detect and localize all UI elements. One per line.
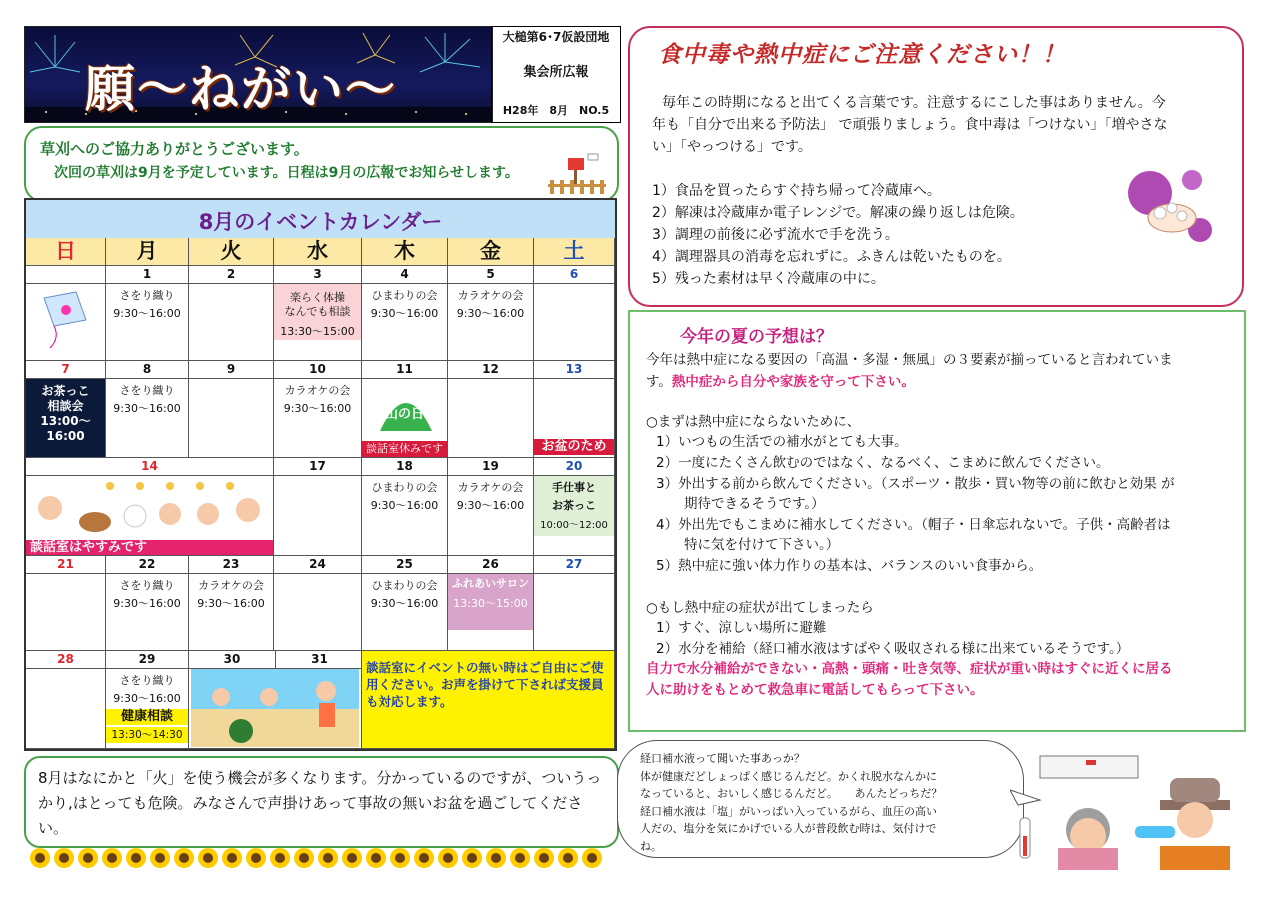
calendar-day-cell — [534, 556, 615, 651]
prevention-item: 4）外出先でもこまめに補水してください。（帽子・日傘忘れないで。子供・高齢者は — [656, 517, 1171, 533]
sunflower-border — [30, 846, 610, 874]
notice-line-1: 草刈へのご協力ありがとうございます。 — [40, 140, 309, 158]
calendar-day-cell — [189, 651, 362, 749]
newsletter-title: 願～ねがい～ — [85, 60, 397, 118]
calendar-day-cell — [106, 266, 189, 361]
calendar-event: 9:30～16:00 — [113, 402, 181, 415]
calendar-day-cell — [274, 361, 362, 458]
watermelon-beach-illustration — [191, 669, 359, 747]
sunflower-center — [491, 853, 501, 863]
calendar-day-cell — [106, 361, 189, 458]
calendar-event: ひまわりの会 — [371, 481, 438, 494]
food-item: 2）解凍は冷蔵庫か電子レンジで。解凍の繰り返しは危険。 — [652, 205, 1024, 221]
calendar-event: なんでも相談 — [284, 305, 351, 318]
calendar-event: さをり織り — [119, 384, 175, 397]
prevention-heading: ○まずは熱中症にならないために、 — [646, 414, 861, 430]
issue-info-box — [491, 26, 621, 123]
calendar-title-bar — [26, 200, 615, 238]
calendar-event: 9:30～16:00 — [283, 402, 352, 415]
food-poisoning-panel — [628, 26, 1244, 307]
header-banner — [24, 26, 493, 123]
calendar-event: さをり織り — [119, 579, 175, 592]
calendar-event: 16:00 — [46, 429, 85, 443]
weekday-header: 日 — [26, 238, 106, 266]
prevention-item-cont: 特に気を付けて下さい。） — [684, 537, 840, 553]
day-number: 8 — [106, 361, 188, 379]
elderly-couple-drinking-illustration — [1010, 750, 1272, 870]
calendar-day-cell — [106, 651, 189, 749]
calendar-event: 談話室休みです — [362, 441, 447, 457]
weekday-header: 月 — [106, 238, 189, 266]
prevention-item: 5）熱中症に強い体力作りの基本は、バランスのいい食事から。 — [656, 558, 1043, 574]
prevention-item: 1）いつもの生活での補水がとても大事。 — [656, 434, 908, 450]
calendar-day-cell — [448, 556, 534, 651]
sunflower-center — [587, 853, 597, 863]
sunflower-center — [35, 853, 45, 863]
calendar-day-cell — [26, 458, 274, 556]
calendar-day-cell — [26, 266, 106, 361]
day-number: 21 — [26, 556, 105, 574]
day-number: 25 — [362, 556, 447, 574]
sunflower-center — [83, 853, 93, 863]
publication-name: 集会所広報 — [523, 65, 589, 80]
calendar-event: 9:30～16:00 — [197, 597, 265, 610]
emergency-warning-cont: 人に助けをもとめて救急車に電話してもらって下さい。 — [646, 682, 984, 698]
calendar-day-cell — [189, 266, 274, 361]
calendar-event: 9:30～16:00 — [370, 499, 439, 512]
speech-bubble — [617, 740, 1024, 858]
calendar-event: ひまわりの会 — [371, 289, 438, 302]
calendar-event: ふれあいサロン — [452, 577, 529, 590]
emergency-warning: 自力で水分補給ができない・高熱・頭痛・吐き気等、症状が重い時はすぐに近くに居る — [646, 661, 1173, 677]
day-number — [26, 266, 105, 284]
fire-safety-text: 8月はなにかと「火」を使う機会が多くなります。分かっているのですが、ついうっかり,はとっても危険。みなさんで声掛けあって事故の無いお盆を過ごしてください。 — [38, 769, 602, 837]
prevention-item-cont: 期待できるそうです。） — [684, 496, 825, 512]
calendar-day-cell — [106, 556, 189, 651]
sunflower-center — [395, 853, 405, 863]
calendar-event: 9:30～16:00 — [456, 499, 525, 512]
sunflower-center — [443, 853, 453, 863]
speech-bubble-text: 経口補水液って聞いた事あっか？ 体が健康だどしょっぱく感じるんだど。かくれ脱水なんかに なっていると、おいしく感じるんだど。 あんたどっちだ？ 経口補水液は「塩」がいっぱい入っているがら、血圧の高い 人だの、塩分を気にかげでいる人が普段飲む時は、気付けで ね。 — [640, 752, 943, 853]
calendar-event: 9:30～16:00 — [113, 692, 181, 705]
calendar-event: 9:30～16:00 — [113, 597, 181, 610]
calendar-event: 13:30～15:00 — [453, 597, 528, 610]
heatstroke-intro-end: す。 — [646, 374, 672, 390]
calendar-day-cell — [448, 361, 534, 458]
day-number: 3 — [274, 266, 361, 284]
day-number: 28 — [26, 651, 105, 669]
day-number: 30 — [189, 651, 275, 669]
calendar-event: カラオケの会 — [284, 384, 351, 397]
calendar-day-cell — [26, 361, 106, 458]
food-item: 5）残った素材は早く冷蔵庫の中に。 — [652, 271, 885, 287]
calendar-day-cell — [534, 266, 615, 361]
food-poisoning-title: 食中毒や熱中症にご注意ください！！ — [658, 42, 1066, 68]
day-number: 4 — [362, 266, 447, 284]
calendar-day-cell — [534, 458, 615, 556]
prevention-item: 2）一度にたくさん飲むのではなく、なるべく、こまめに飲んでください。 — [656, 455, 1110, 471]
calendar-event: 楽らく体操 — [290, 291, 345, 304]
weekday-header: 土 — [534, 238, 615, 266]
calendar-event: ひまわりの会 — [371, 579, 438, 592]
sunflower-center — [563, 853, 573, 863]
event-calendar — [24, 198, 617, 751]
symptom-heading: ○もし熱中症の症状が出てしまったら — [646, 600, 874, 616]
sunflower-center — [59, 853, 69, 863]
weekday-header: 金 — [448, 238, 534, 266]
day-number: 14 — [26, 458, 273, 476]
day-number: 22 — [106, 556, 188, 574]
day-number: 12 — [448, 361, 533, 379]
prevention-item: 3）外出する前から飲んでください。（スポーツ・散歩・買い物等の前に飲むと効果 が — [656, 476, 1175, 492]
food-item: 3）調理の前後に必ず流水で手を洗う。 — [652, 227, 899, 243]
sunflower-center — [179, 853, 189, 863]
calendar-event: カラオケの会 — [457, 481, 524, 494]
calendar-event: 談話室はやすみです — [26, 540, 274, 556]
calendar-day-cell — [274, 266, 362, 361]
wed-number-31: 31 — [275, 651, 362, 669]
food-intro-1: 毎年この時期になると出てくる言葉です。注意するにこした事はありません。今 — [662, 95, 1166, 111]
sunflower-center — [107, 853, 117, 863]
sunflower-center — [467, 853, 477, 863]
calendar-day-cell — [362, 458, 448, 556]
calendar-day-cell — [189, 556, 274, 651]
calendar-event: お盆のため — [534, 439, 614, 455]
food-intro-3: い」「やっつける」です。 — [652, 139, 812, 155]
heatstroke-warning: 熱中症から自分や家族を守って下さい。 — [671, 374, 915, 390]
sunflower-center — [227, 853, 237, 863]
sunflower-center — [419, 853, 429, 863]
calendar-event: 手仕事と — [552, 481, 596, 494]
calendar-day-cell — [448, 266, 534, 361]
day-number: 23 — [189, 556, 273, 574]
sunflower-center — [155, 853, 165, 863]
calendar-event: 13:00～ — [40, 414, 91, 428]
heatstroke-panel — [628, 310, 1246, 732]
calendar-event: 13:30～15:00 — [280, 325, 355, 338]
day-number: 1 — [106, 266, 188, 284]
sunflower-center — [203, 853, 213, 863]
calendar-day-cell — [189, 361, 274, 458]
sunflower-center — [275, 853, 285, 863]
calendar-event: カラオケの会 — [198, 579, 264, 592]
sunflower-center — [299, 853, 309, 863]
sunflower-center — [131, 853, 141, 863]
day-number: 7 — [26, 361, 105, 379]
day-number: 24 — [274, 556, 361, 574]
food-item: 1）食品を買ったらすぐ持ち帰って冷蔵庫へ。 — [652, 183, 941, 199]
calendar-event: 山の日 — [384, 407, 424, 422]
sunflower-center — [515, 853, 525, 863]
food-intro-2: 年も「自分で出来る予防法」 で頑張りましょう。食中毒は「つけない」「増やさな — [652, 117, 1168, 133]
calendar-event: 9:30～16:00 — [370, 307, 439, 320]
calendar-day-cell — [26, 556, 106, 651]
notice-line-2: 次回の草刈は9月を予定しています。日程は9月の広報でお知らせします。 — [54, 165, 519, 181]
calendar-title: 8月のイベントカレンダー — [198, 210, 443, 234]
calendar-event: 9:30～16:00 — [113, 307, 181, 320]
calendar-event: お茶っこ — [552, 499, 596, 512]
day-number: 9 — [189, 361, 273, 379]
sunflower-center — [251, 853, 261, 863]
calendar-event: 13:30～14:30 — [106, 727, 188, 743]
heatstroke-intro: 今年は熱中症になる要因の「高温・多湿・無風」の３要素が揃っていると言われていま — [646, 352, 1173, 368]
free-use-note — [362, 651, 615, 749]
calendar-day-cell — [274, 556, 362, 651]
sunflower-center — [323, 853, 333, 863]
sunflower-center — [539, 853, 549, 863]
fire-safety-note — [24, 756, 619, 848]
free-use-note-text: 談話室にイベントの無い時はご自由にご使用ください。お声を掛けて下されば支援員も対応します。 — [366, 660, 604, 709]
day-number: 27 — [534, 556, 614, 574]
day-number: 29 — [106, 651, 188, 669]
day-number: 13 — [534, 361, 614, 379]
day-number: 11 — [362, 361, 447, 379]
kite-illustration — [36, 290, 92, 350]
calendar-day-cell — [362, 361, 448, 458]
calendar-day-cell — [534, 361, 615, 458]
calendar-day-cell — [362, 266, 448, 361]
day-number: 6 — [534, 266, 614, 284]
day-number: 17 — [274, 458, 361, 476]
weekday-header: 火 — [189, 238, 274, 266]
grass-cutting-notice — [24, 126, 619, 202]
calendar-event: さをり織り — [119, 289, 175, 302]
germs-handwash-illustration — [1110, 158, 1220, 253]
food-item: 4）調理器具の消毒を忘れずに。ふきんは乾いたものを。 — [652, 249, 1011, 265]
sunflower-center — [371, 853, 381, 863]
day-number: 2 — [189, 266, 273, 284]
day-number: 20 — [534, 458, 614, 476]
calendar-event: 9:30～16:00 — [456, 307, 525, 320]
calendar-day-cell — [274, 458, 362, 556]
sunflower-center — [347, 853, 357, 863]
calendar-event: 9:30～16:00 — [370, 597, 439, 610]
day-number: 26 — [448, 556, 533, 574]
calendar-event: 10:00～12:00 — [540, 520, 608, 531]
weekday-header: 木 — [362, 238, 448, 266]
calendar-day-cell — [362, 556, 448, 651]
calendar-day-cell — [26, 651, 106, 749]
day-number: 18 — [362, 458, 447, 476]
calendar-event: カラオケの会 — [457, 289, 524, 302]
symptom-item: 1）すぐ、涼しい場所に避難 — [656, 620, 827, 636]
calendar-day-cell — [448, 458, 534, 556]
symptom-item: 2）水分を補給（経口補水液はすばやく吸収される様に出来ているそうです。） — [656, 641, 1130, 657]
summer-festival-illustration — [30, 478, 270, 534]
calendar-event: 相談会 — [47, 399, 84, 413]
day-number: 5 — [448, 266, 533, 284]
heatstroke-title: 今年の夏の予想は？ — [680, 327, 833, 347]
calendar-event: 健康相談 — [106, 709, 188, 725]
issue-number: H28年 8月 NO.5 — [502, 104, 610, 117]
day-number: 10 — [274, 361, 361, 379]
org-name: 大槌第6･7仮設団地 — [502, 30, 610, 44]
calendar-event: お茶っこ — [41, 384, 90, 398]
day-number: 19 — [448, 458, 533, 476]
calendar-event: さをり織り — [119, 674, 175, 687]
mailbox-fence-icon — [548, 150, 608, 196]
weekday-header: 水 — [274, 238, 362, 266]
